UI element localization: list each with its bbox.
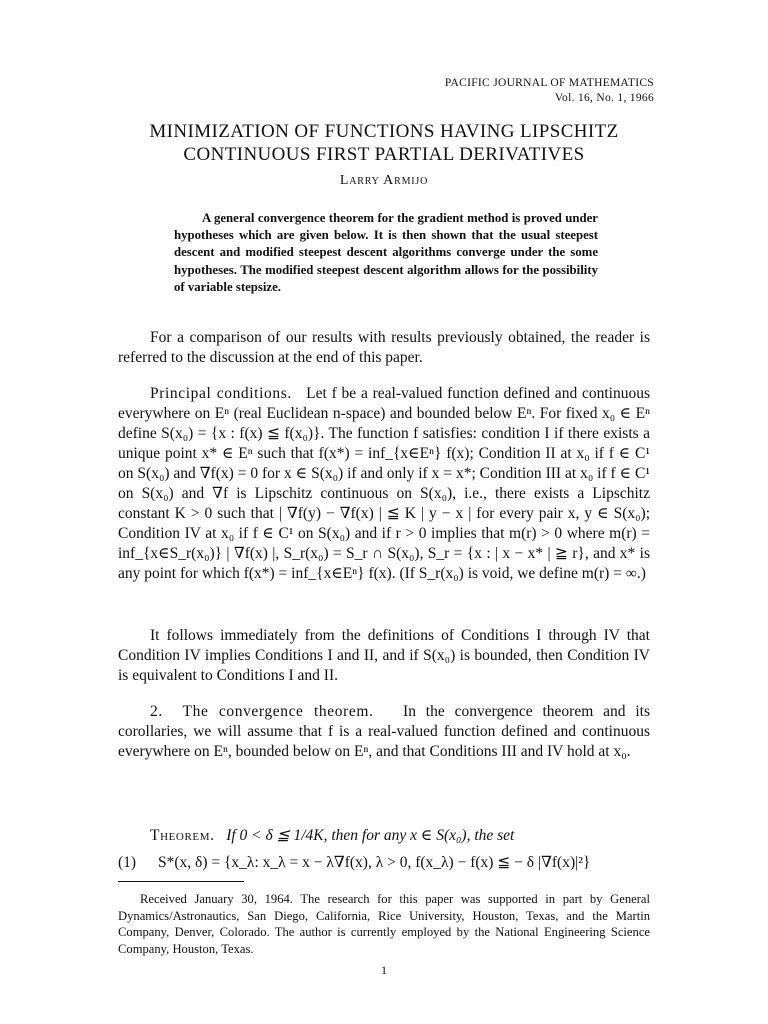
journal-header — [445, 76, 654, 106]
intro-paragraph: For a comparison of our results with results previously obtained, the reader is referred to the discussion at the end of this paper. — [118, 329, 650, 366]
section-convergence-theorem — [118, 702, 650, 762]
section-2-heading: The convergence theorem. — [182, 703, 374, 720]
theorem-statement — [118, 826, 650, 846]
footnote-text: Received January 30, 1964. The research for this paper was supported in part by General Dynamics/Astronautics, San Diego, California, Rice University, Houston, Texas, and the Martin Company, Denver, Colorado. The author is currently employed by the National Engineering Science Company, Houston, Texas. — [118, 892, 650, 956]
journal-name: PACIFIC JOURNAL OF MATHEMATICS — [444, 77, 654, 89]
section-2-text: In the convergence theorem and its corollaries, we will assume that f is a real-valued function defined and continuous everywhere on Eⁿ, bounded below on Eⁿ, and that Conditions III and IV hold at x₀. — [118, 703, 651, 760]
section-1-paragraph-2: It follows immediately from the definitions of Conditions I through IV that Condition IV implies Conditions I and II, and if S(x₀) is bounded, then Condition IV is equivalent to Conditions I and II. — [118, 627, 650, 684]
theorem-label: Theorem. — [150, 827, 215, 844]
section-2-number: 2. — [150, 703, 163, 720]
abstract — [174, 210, 598, 296]
footnote-rule — [118, 881, 244, 882]
paper-title — [0, 120, 768, 166]
section-1-text: Let f be a real-valued function defined and continuous everywhere on Eⁿ (real Euclidean n-space) and bounded below Eⁿ. For fixed x₀ ∈ Eⁿ define S(x₀) = {x : f(x) ≦ f(x₀)}. The function f satisfies: condition I if there exists a unique point x* ∈ Eⁿ such that f(x*) = inf_{x∈Eⁿ} f(x); Condition II at x₀ if f ∈ C¹ on S(x₀) and ∇f(x) = 0 for x ∈ S(x₀) if and only if x = x*; Condition III at x₀ if f ∈ C¹ on S(x₀) and ∇f is Lipschitz continuous on S(x₀), i.e., there exists a Lipschitz constant K > 0 such that | ∇f(y) − ∇f(x) | ≦ K | y − x | for every pair x, y ∈ S(x₀); Condition IV at x₀ if f ∈ C¹ on S(x₀) and if r > 0 implies that m(r) > 0 where m(r) = inf_{x∈S_r(x₀)} | ∇f(x) |, S_r(x₀) = S_r ∩ S(x₀), S_r = {x : | x − x* | ≧ r}, and x* is any point for which f(x*) = inf_{x∈Eⁿ} f(x). (If S_r(x₀) is void, we define m(r) = ∞.) — [118, 385, 650, 582]
journal-volume: Vol. 16, No. 1, 1966 — [554, 92, 654, 104]
equation-text: S*(x, δ) = {x_λ: x_λ = x − λ∇f(x), λ > 0, f(x_λ) − f(x) ≦ − δ |∇f(x)|²} — [158, 854, 591, 871]
equation-1 — [118, 853, 658, 872]
page-number: 1 — [381, 963, 387, 977]
author-name: Larry Armijo — [339, 173, 429, 188]
footnote — [118, 891, 650, 957]
title-line-2: CONTINUOUS FIRST PARTIAL DERIVATIVES — [183, 144, 585, 165]
title-line-1: MINIMIZATION OF FUNCTIONS HAVING LIPSCHITZ — [149, 121, 619, 142]
equation-number: (1) — [118, 854, 137, 871]
section-principal-conditions — [118, 384, 650, 584]
section-1-heading: Principal conditions. — [150, 385, 292, 402]
abstract-text: A general convergence theorem for the gradient method is proved under hypotheses which are given below. It is then shown that the usual steepest descent and modified steepest descent algorithms converge under the some hypotheses. The modified steepest descent algorithm allows for the possibility of variable stepsize. — [174, 211, 598, 294]
theorem-text: If 0 < δ ≦ 1/4K, then for any x ∈ S(x₀), the set — [226, 827, 515, 844]
